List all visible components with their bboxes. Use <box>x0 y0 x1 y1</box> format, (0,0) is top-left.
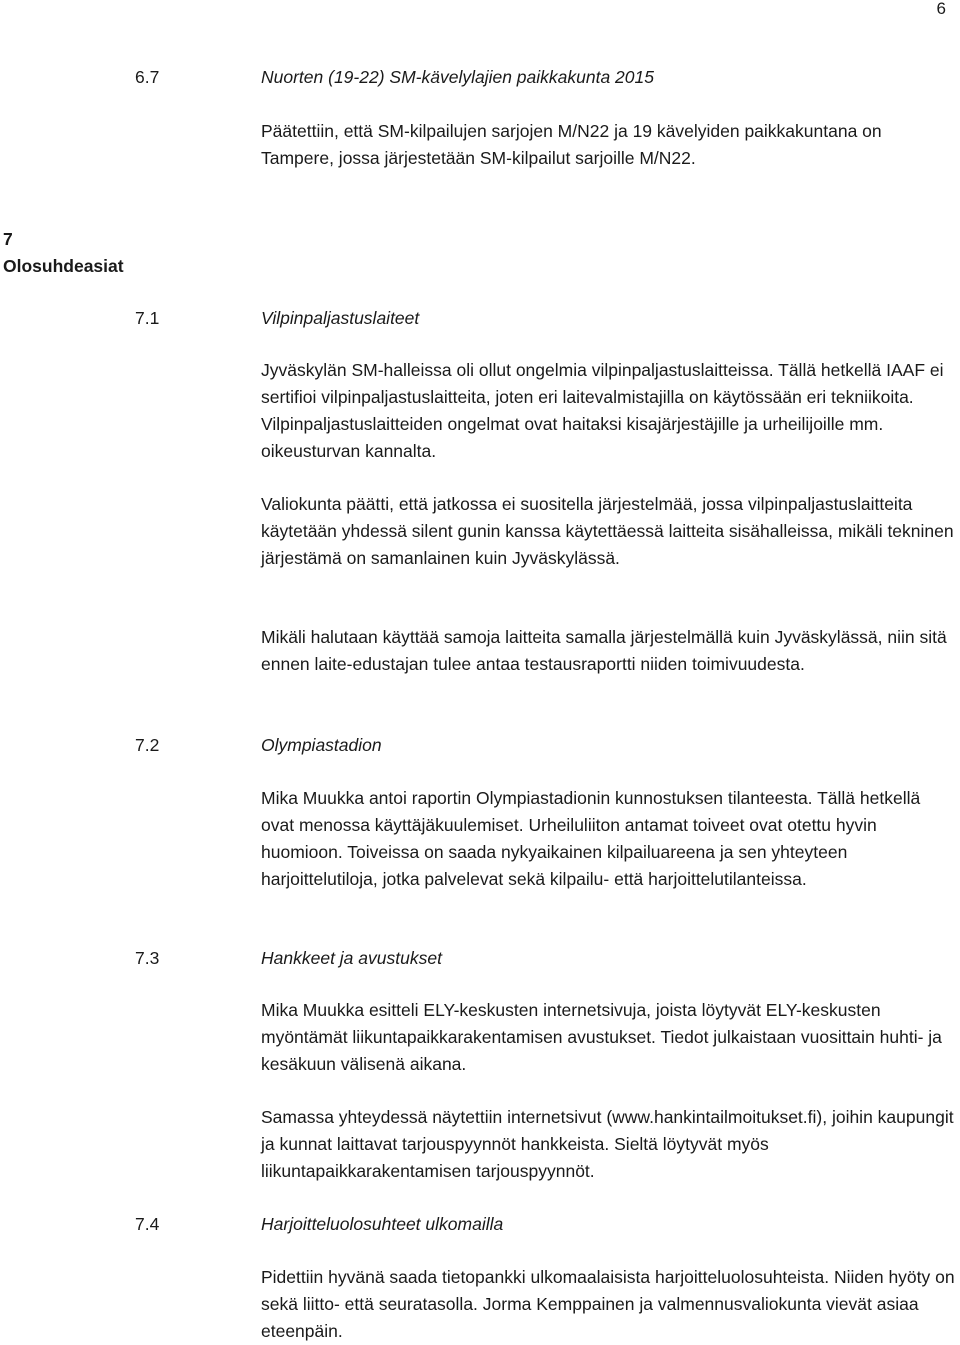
paragraph: Valiokunta päätti, että jatkossa ei suositella järjestelmää, jossa vilpinpaljastuslaitteita käytetään yhdessä silent gunin kanssa käytettäessä laitteita sisähalleissa, mikäli tekninen järjestämä on samanlainen kuin Jyväskylässä. <box>261 494 954 568</box>
paragraph: Pidettiin hyvänä saada tietopankki ulkomaalaisista harjoitteluolosuhteista. Niiden hyöty on sekä liitto- että seuratasolla. Jorma Kemppainen ja valmennusvaliokunta vievät asiaa eteenpäin. <box>261 1267 955 1341</box>
paragraph: Mikäli halutaan käyttää samoja laitteita samalla järjestelmällä kuin Jyväskylässä, niin sitä ennen laite-edustajan tulee antaa testausraportti niiden toimivuudesta. <box>261 627 947 674</box>
section-title: Olympiastadion <box>261 735 382 755</box>
section-number: 7.3 <box>135 948 160 968</box>
paragraph: Mika Muukka antoi raportin Olympiastadionin kunnostuksen tilanteesta. Tällä hetkellä ovat menossa käyttäjäkuulemiset. Urheiluliiton antamat toiveet ovat otettu hyvin huomioon. Toiveissa on saada nykyaikainen kilpailuareena ja sen yhteyteen harjoittelutiloja, jotka palvelevat sekä kilpailu- että harjoittelutilanteissa. <box>261 788 921 889</box>
section-number: 7.1 <box>135 308 160 328</box>
paragraph: Samassa yhteydessä näytettiin internetsivut (www.hankintailmoitukset.fi), joihin kaupungit ja kunnat laittavat tarjouspyynnöt hankkeista. Sieltä löytyvät myös liikuntapaikkarakentamisen tarjouspyynnöt. <box>261 1107 954 1181</box>
section-title: Hankkeet ja avustukset <box>261 948 442 968</box>
section-title: Nuorten (19-22) SM-kävelylajien paikkakunta 2015 <box>261 67 654 87</box>
paragraph: Päätettiin, että SM-kilpailujen sarjojen M/N22 ja 19 kävelyiden paikkakuntana on Tampere, jossa järjestetään SM-kilpailut sarjoille M/N22. <box>261 121 882 168</box>
paragraph: Mika Muukka esitteli ELY-keskusten internetsivuja, joista löytyvät ELY-keskusten myöntämät liikuntapaikkarakentamisen avustukset. Tiedot julkaistaan vuosittain huhti- ja kesäkuun välisenä aikana. <box>261 1000 942 1074</box>
section-title: Harjoitteluolosuhteet ulkomailla <box>261 1214 504 1234</box>
paragraph: Jyväskylän SM-halleissa oli ollut ongelmia vilpinpaljastuslaitteissa. Tällä hetkellä IAAF ei sertifioi vilpinpaljastuslaitteita, joten eri laitevalmistajilla on käytössään eri tekniikoita. Vilpinpaljastuslaitteiden ongelmat ovat haitaksi kisajärjestäjille ja urheilijoille mm. oikeusturvan kannalta. <box>261 360 944 461</box>
chapter-title: Olosuhdeasiat <box>3 256 124 276</box>
section-number: 6.7 <box>135 67 160 87</box>
section-title: Vilpinpaljastuslaiteet <box>261 308 420 328</box>
section-number: 7.2 <box>135 735 160 755</box>
page-number: 6 <box>936 0 946 18</box>
section-number: 7.4 <box>135 1214 160 1234</box>
chapter-number: 7 <box>3 229 13 249</box>
